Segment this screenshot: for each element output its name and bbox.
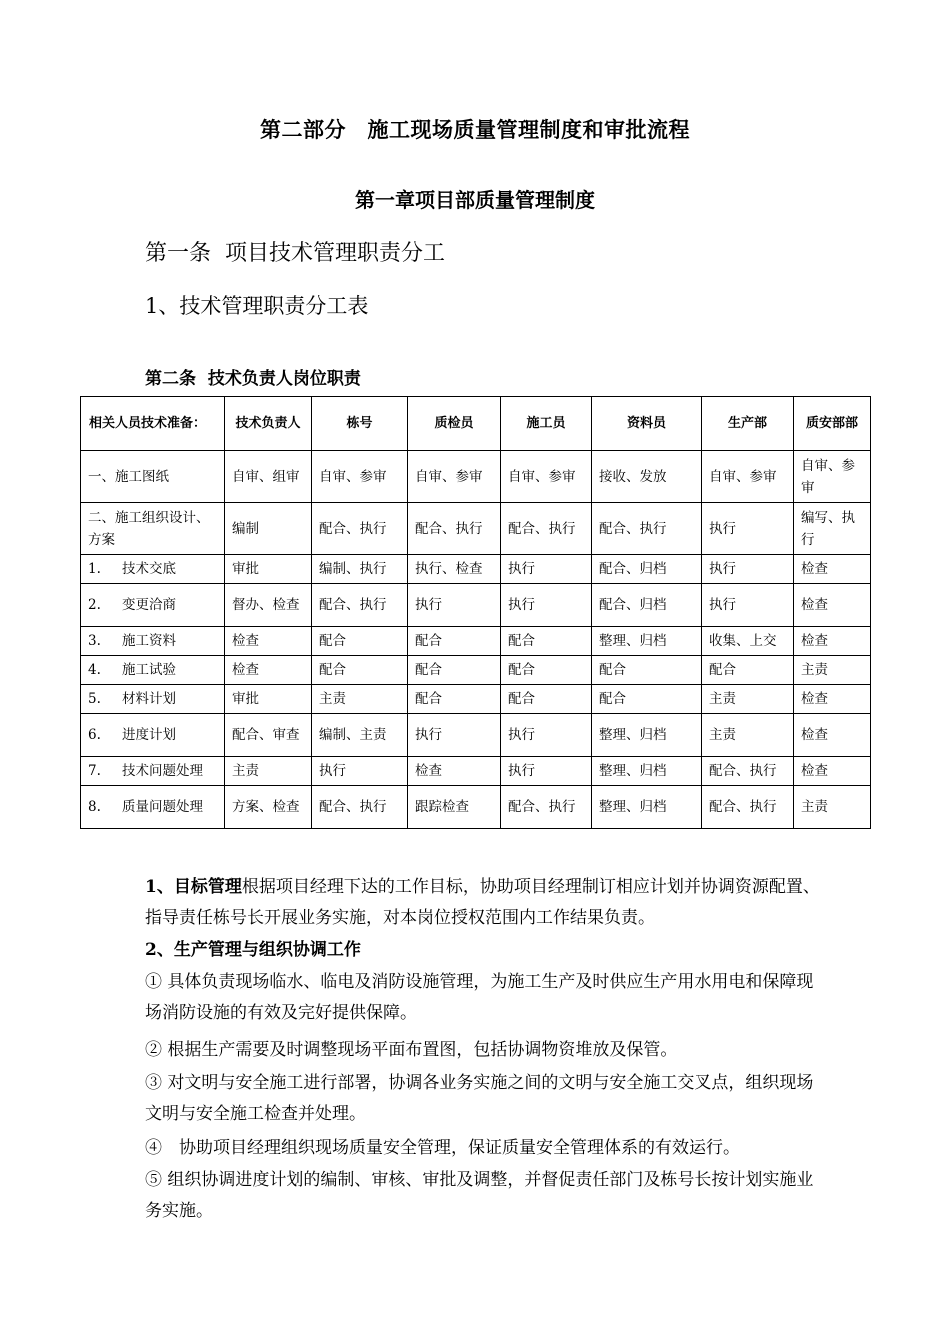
table-header-cell: 资料员 xyxy=(592,397,702,451)
table-row-item xyxy=(81,656,225,685)
table-cell: 执行 xyxy=(501,584,592,627)
table-cell: 整理、归档 xyxy=(592,757,702,786)
list-item: ③ 对文明与安全施工进行部署，协调各业务实施之间的文明与安全施工交叉点，组织现场文明与安全施工检查并处理。 xyxy=(145,1073,814,1124)
article-2-heading: 第二条 技术负责人岗位职责 xyxy=(145,369,361,389)
table-cell: 配合 xyxy=(408,685,501,714)
table-cell: 自审、参审 xyxy=(794,451,871,503)
table-cell: 编制 xyxy=(225,503,312,555)
table-cell: 审批 xyxy=(225,555,312,584)
table-cell: 执行 xyxy=(501,757,592,786)
table-cell: 自审、参审 xyxy=(702,451,794,503)
table-cell: 配合 xyxy=(501,656,592,685)
table-cell: 配合、归档 xyxy=(592,555,702,584)
row-label: 变更洽商 xyxy=(122,597,176,613)
row-number: 1. xyxy=(88,561,101,577)
table-row xyxy=(81,627,871,656)
table-row xyxy=(81,757,871,786)
table-cell: 接收、发放 xyxy=(592,451,702,503)
table-row-item xyxy=(81,786,225,829)
table-cell: 执行 xyxy=(408,714,501,757)
table-cell: 整理、归档 xyxy=(592,714,702,757)
table-cell: 配合 xyxy=(312,656,408,685)
table-header-cell: 技术负责人 xyxy=(225,397,312,451)
table-row-item xyxy=(81,685,225,714)
table-cell: 配合、执行 xyxy=(408,503,501,555)
row-label: 质量问题处理 xyxy=(122,799,203,815)
list-item: ① 具体负责现场临水、临电及消防设施管理，为施工生产及时供应生产用水用电和保障现场消防设施的有效及完好提供保障。 xyxy=(145,972,814,1023)
row-label: 进度计划 xyxy=(122,727,176,743)
duty-division-table xyxy=(80,396,871,829)
section-heading-production: 2、生产管理与组织协调工作 xyxy=(145,940,361,960)
table-header-cell: 相关人员技术准备： xyxy=(81,397,225,451)
table-cell: 主责 xyxy=(312,685,408,714)
table-cell: 编写、执行 xyxy=(794,503,871,555)
chapter-title: 第一章项目部质量管理制度 xyxy=(355,188,595,212)
paragraph-text: 根据项目经理下达的工作目标，协助项目经理制订相应计划并协调资源配置、指导责任栋号长开展业务实施，对本岗位授权范围内工作结果负责。 xyxy=(145,877,820,928)
table-cell: 配合、执行 xyxy=(501,503,592,555)
table-cell: 配合、执行 xyxy=(312,584,408,627)
table-row xyxy=(81,685,871,714)
list-item: ② 根据生产需要及时调整现场平面布置图，包括协调物资堆放及保管。 xyxy=(145,1040,678,1060)
table-header-cell: 施工员 xyxy=(501,397,592,451)
table-cell: 自审、组审 xyxy=(225,451,312,503)
table-cell: 检查 xyxy=(794,584,871,627)
table-cell: 配合、归档 xyxy=(592,584,702,627)
table-cell: 检查 xyxy=(225,627,312,656)
table-cell: 审批 xyxy=(225,685,312,714)
table-row-item xyxy=(81,584,225,627)
table-header-cell: 质安部部 xyxy=(794,397,871,451)
row-number: 3. xyxy=(88,633,101,649)
table-cell: 检查 xyxy=(794,685,871,714)
part-title: 第二部分 施工现场质量管理制度和审批流程 xyxy=(260,117,690,142)
table-cell: 执行 xyxy=(501,555,592,584)
table-cell: 检查 xyxy=(794,627,871,656)
table-row xyxy=(81,503,871,555)
table-cell: 检查 xyxy=(794,714,871,757)
table-cell: 主责 xyxy=(702,685,794,714)
table-cell: 配合 xyxy=(408,656,501,685)
table-cell: 主责 xyxy=(794,656,871,685)
row-number: 2. xyxy=(88,597,101,613)
paragraph-target-management xyxy=(145,872,825,934)
table-cell: 配合、执行 xyxy=(702,757,794,786)
table-row xyxy=(81,555,871,584)
table-cell: 跟踪检查 xyxy=(408,786,501,829)
row-label: 施工资料 xyxy=(122,633,176,649)
table-row xyxy=(81,714,871,757)
table-cell: 自审、参审 xyxy=(408,451,501,503)
table-cell: 配合、审查 xyxy=(225,714,312,757)
table-cell: 整理、归档 xyxy=(592,627,702,656)
duty-table-caption: 1、技术管理职责分工表 xyxy=(145,294,369,318)
table-cell: 执行 xyxy=(702,503,794,555)
table-cell: 执行、检查 xyxy=(408,555,501,584)
table-cell: 自审、参审 xyxy=(312,451,408,503)
table-row xyxy=(81,584,871,627)
table-cell: 配合 xyxy=(592,656,702,685)
table-cell: 执行 xyxy=(702,555,794,584)
table-header-cell: 栋号 xyxy=(312,397,408,451)
table-header-cell: 生产部 xyxy=(702,397,794,451)
table-row xyxy=(81,451,871,503)
list-item: ⑤ 组织协调进度计划的编制、审核、审批及调整，并督促责任部门及栋号长按计划实施业务实施。 xyxy=(145,1170,814,1221)
table-header-row xyxy=(81,397,871,451)
article-1-heading: 第一条 项目技术管理职责分工 xyxy=(145,241,445,266)
table-cell: 执行 xyxy=(501,714,592,757)
row-label: 技术问题处理 xyxy=(122,763,203,779)
table-cell: 检查 xyxy=(794,757,871,786)
row-label: 材料计划 xyxy=(122,691,176,707)
table-cell: 收集、上交 xyxy=(702,627,794,656)
table-cell: 整理、归档 xyxy=(592,786,702,829)
table-cell: 编制、主责 xyxy=(312,714,408,757)
table-cell: 主责 xyxy=(225,757,312,786)
table-cell: 配合、执行 xyxy=(592,503,702,555)
row-number: 6. xyxy=(88,727,101,743)
table-row xyxy=(81,786,871,829)
table-row-item xyxy=(81,627,225,656)
table-cell: 督办、检查 xyxy=(225,584,312,627)
table-cell: 配合、执行 xyxy=(312,786,408,829)
table-cell: 配合 xyxy=(501,685,592,714)
table-cell: 配合 xyxy=(592,685,702,714)
row-label: 施工试验 xyxy=(122,662,176,678)
table-cell: 配合、执行 xyxy=(312,503,408,555)
table-row-item xyxy=(81,555,225,584)
table-cell: 编制、执行 xyxy=(312,555,408,584)
row-number: 4. xyxy=(88,662,101,678)
row-number: 8. xyxy=(88,799,101,815)
row-label: 一、施工图纸 xyxy=(88,468,169,485)
row-number: 5. xyxy=(88,691,101,707)
table-cell: 检查 xyxy=(225,656,312,685)
table-row-item xyxy=(81,714,225,757)
table-cell: 方案、检查 xyxy=(225,786,312,829)
table-cell: 检查 xyxy=(408,757,501,786)
table-cell: 配合 xyxy=(501,627,592,656)
table-cell: 配合、执行 xyxy=(501,786,592,829)
row-number: 7. xyxy=(88,763,101,779)
table-header-cell: 质检员 xyxy=(408,397,501,451)
table-cell: 执行 xyxy=(702,584,794,627)
table-row-item xyxy=(81,503,225,555)
table-cell: 主责 xyxy=(794,786,871,829)
table-cell: 配合 xyxy=(312,627,408,656)
list-item: ④ 协助项目经理组织现场质量安全管理，保证质量安全管理体系的有效运行。 xyxy=(145,1138,740,1158)
table-cell: 自审、参审 xyxy=(501,451,592,503)
paragraph-lead: 1、目标管理 xyxy=(145,877,242,897)
row-label: 技术交底 xyxy=(122,561,176,577)
table-cell: 主责 xyxy=(702,714,794,757)
table-row xyxy=(81,656,871,685)
table-row-item xyxy=(81,451,225,503)
table-row-item xyxy=(81,757,225,786)
table-cell: 检查 xyxy=(794,555,871,584)
table-cell: 配合 xyxy=(408,627,501,656)
table-cell: 执行 xyxy=(408,584,501,627)
table-cell: 执行 xyxy=(312,757,408,786)
row-label: 二、施工组织设计、方案 xyxy=(88,509,210,548)
table-cell: 配合、执行 xyxy=(702,786,794,829)
table-cell: 配合 xyxy=(702,656,794,685)
